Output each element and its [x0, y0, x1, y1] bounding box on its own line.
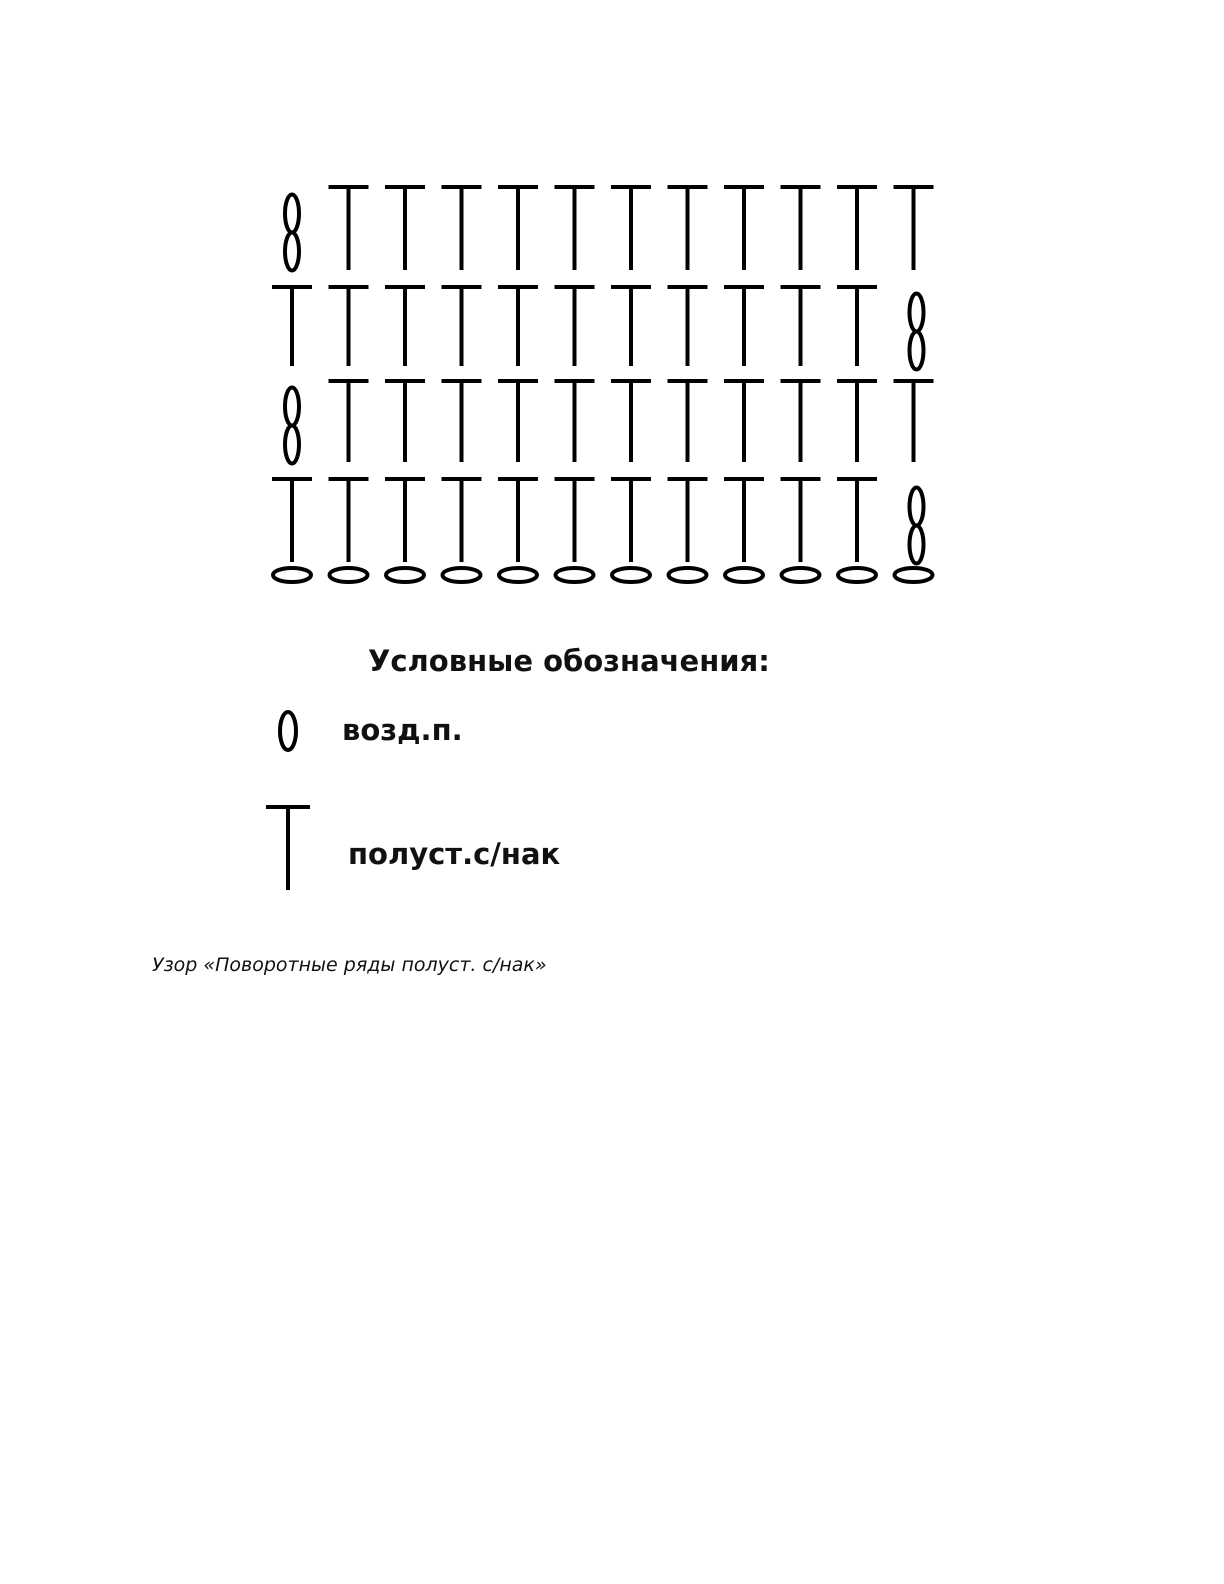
- half-double-crochet-symbol: [668, 479, 708, 562]
- half-double-crochet-symbol: [385, 381, 425, 462]
- half-double-crochet-icon: [266, 807, 310, 890]
- half-double-crochet-symbol: [894, 187, 934, 270]
- turning-chain-symbol: [285, 195, 299, 271]
- half-double-crochet-symbol: [442, 479, 482, 562]
- turning-chain-symbol: [285, 388, 299, 464]
- figure-caption: Узор «Поворотные ряды полуст. с/нак»: [152, 954, 547, 976]
- half-double-crochet-symbol: [724, 381, 764, 462]
- foundation-chain-symbol: [669, 568, 707, 582]
- foundation-chain-symbol: [273, 568, 311, 582]
- legend-label-half-double-crochet: полуст.с/нак: [348, 837, 561, 871]
- half-double-crochet-symbol: [837, 479, 877, 562]
- half-double-crochet-symbol: [555, 187, 595, 270]
- half-double-crochet-symbol: [272, 479, 312, 562]
- half-double-crochet-symbol: [555, 287, 595, 366]
- half-double-crochet-symbol: [329, 479, 369, 562]
- half-double-crochet-symbol: [611, 381, 651, 462]
- half-double-crochet-symbol: [385, 479, 425, 562]
- foundation-chain-symbol: [386, 568, 424, 582]
- half-double-crochet-symbol: [555, 479, 595, 562]
- half-double-crochet-symbol: [837, 187, 877, 270]
- half-double-crochet-symbol: [781, 187, 821, 270]
- half-double-crochet-symbol: [837, 381, 877, 462]
- half-double-crochet-symbol: [329, 187, 369, 270]
- half-double-crochet-symbol: [555, 381, 595, 462]
- half-double-crochet-symbol: [385, 187, 425, 270]
- legend-symbols: [266, 712, 310, 890]
- half-double-crochet-symbol: [611, 187, 651, 270]
- half-double-crochet-symbol: [837, 287, 877, 366]
- legend-label-chain: возд.п.: [342, 713, 463, 747]
- half-double-crochet-symbol: [668, 187, 708, 270]
- half-double-crochet-symbol: [272, 287, 312, 366]
- turning-chain-symbol: [910, 294, 924, 370]
- half-double-crochet-symbol: [498, 381, 538, 462]
- legend-title: Условные обозначения:: [368, 644, 770, 678]
- half-double-crochet-symbol: [498, 187, 538, 270]
- foundation-chain-symbol: [895, 568, 933, 582]
- half-double-crochet-symbol: [498, 287, 538, 366]
- half-double-crochet-symbol: [724, 479, 764, 562]
- half-double-crochet-symbol: [611, 287, 651, 366]
- foundation-chain-symbol: [443, 568, 481, 582]
- half-double-crochet-symbol: [611, 479, 651, 562]
- half-double-crochet-symbol: [329, 381, 369, 462]
- half-double-crochet-symbol: [329, 287, 369, 366]
- half-double-crochet-symbol: [668, 381, 708, 462]
- half-double-crochet-symbol: [442, 381, 482, 462]
- chain-stitch-icon: [280, 712, 296, 750]
- turning-chain-symbol: [910, 488, 924, 564]
- foundation-chain-symbol: [612, 568, 650, 582]
- half-double-crochet-symbol: [724, 287, 764, 366]
- chart-symbols: [272, 187, 934, 582]
- half-double-crochet-symbol: [442, 287, 482, 366]
- foundation-chain-symbol: [499, 568, 537, 582]
- half-double-crochet-symbol: [385, 287, 425, 366]
- foundation-chain-symbol: [782, 568, 820, 582]
- half-double-crochet-symbol: [498, 479, 538, 562]
- half-double-crochet-symbol: [781, 287, 821, 366]
- foundation-chain-symbol: [556, 568, 594, 582]
- half-double-crochet-symbol: [668, 287, 708, 366]
- half-double-crochet-symbol: [781, 381, 821, 462]
- foundation-chain-symbol: [330, 568, 368, 582]
- half-double-crochet-symbol: [781, 479, 821, 562]
- foundation-chain-symbol: [725, 568, 763, 582]
- half-double-crochet-symbol: [724, 187, 764, 270]
- foundation-chain-symbol: [838, 568, 876, 582]
- half-double-crochet-symbol: [442, 187, 482, 270]
- half-double-crochet-symbol: [894, 381, 934, 462]
